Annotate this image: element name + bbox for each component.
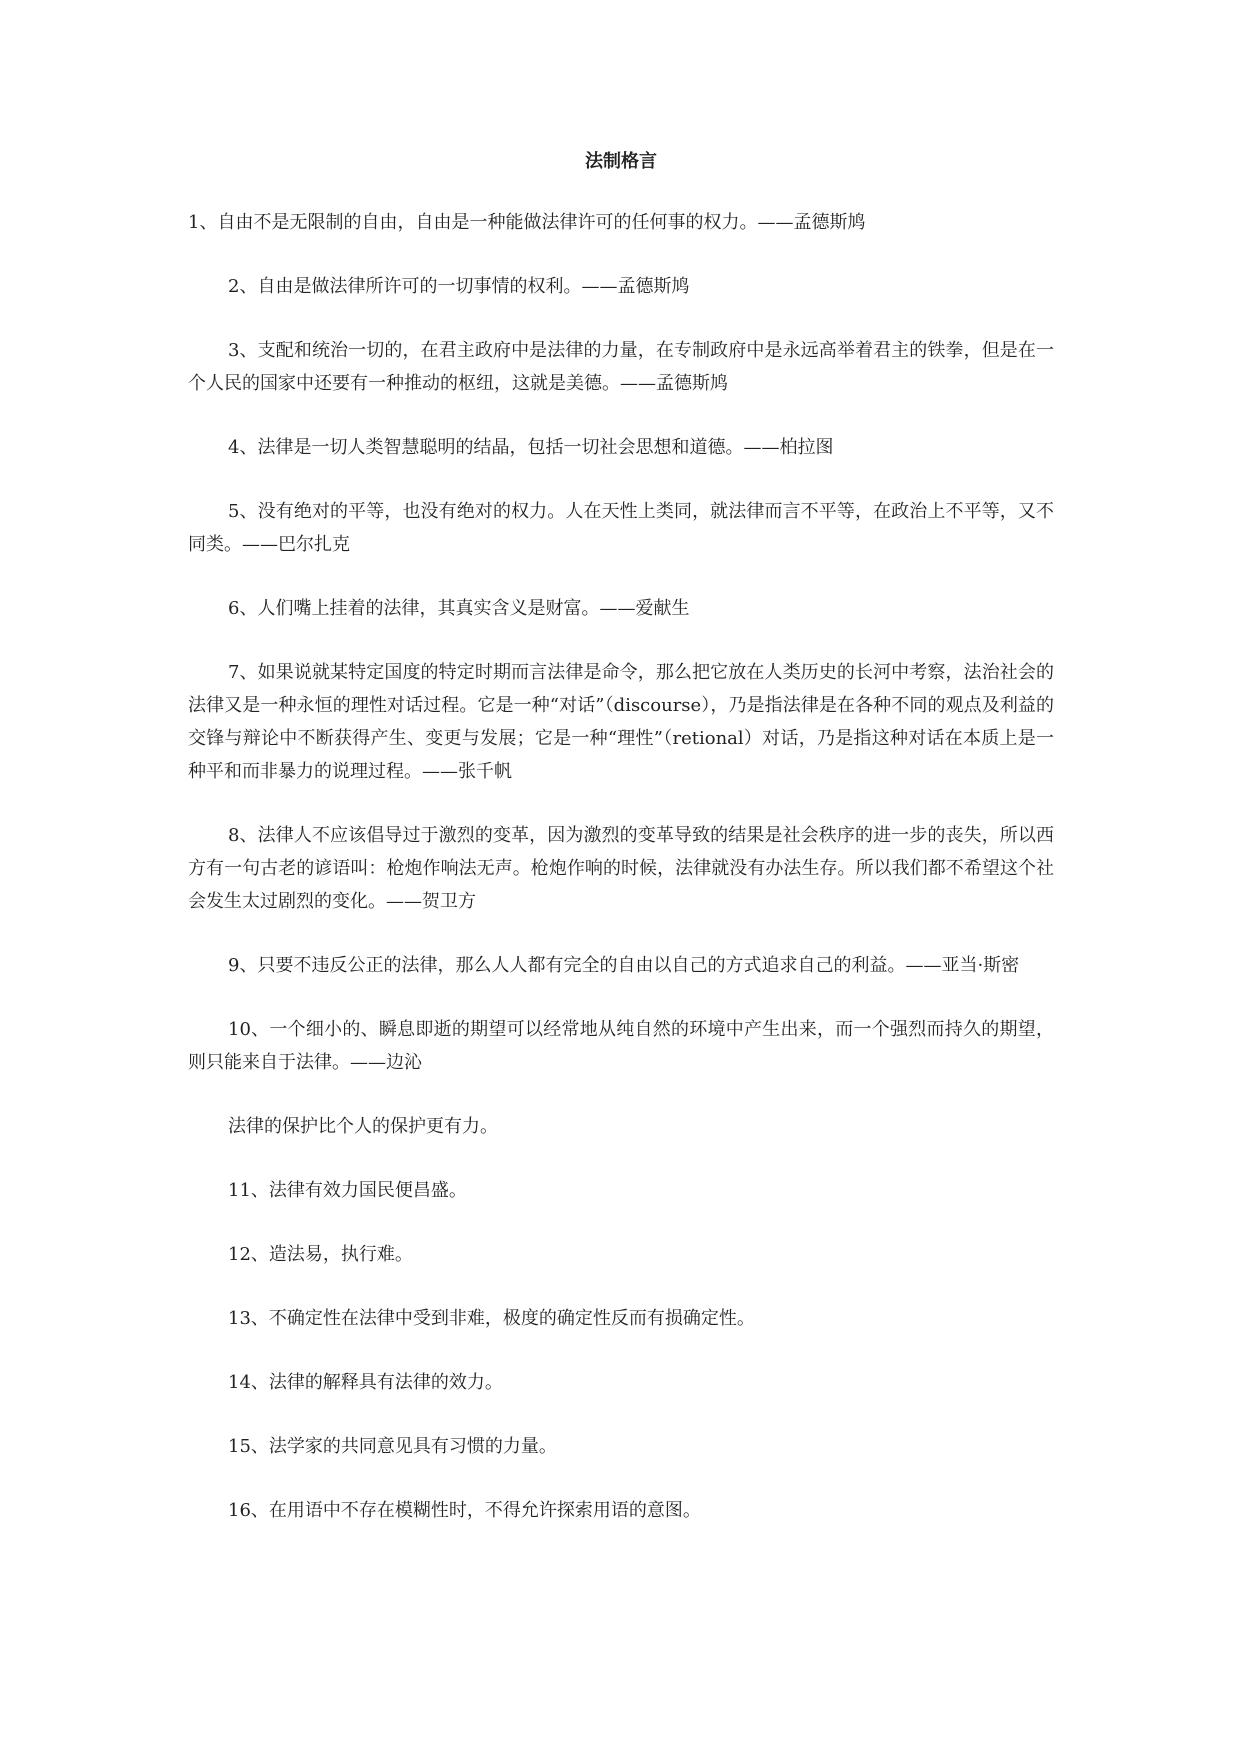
paragraph-14: 14、法律的解释具有法律的效力。 bbox=[228, 1372, 503, 1393]
document-title: 法制格言 bbox=[585, 151, 657, 172]
paragraph-5: 5、没有绝对的平等，也没有绝对的权力。人在天性上类同，就法律而言不平等，在政治上不平等，又不同类。——巴尔扎克 bbox=[188, 501, 1054, 555]
paragraph-unnumbered: 法律的保护比个人的保护更有力。 bbox=[228, 1116, 498, 1137]
paragraph-10: 10、一个细小的、瞬息即逝的期望可以经常地从纯自然的环境中产生出来，而一个强烈而持久的期望，则只能来自于法律。——边沁 bbox=[188, 1019, 1054, 1073]
paragraph-11: 11、法律有效力国民便昌盛。 bbox=[228, 1180, 467, 1201]
paragraph-12: 12、造法易，执行难。 bbox=[228, 1244, 413, 1265]
paragraph-2: 2、自由是做法律所许可的一切事情的权利。——孟德斯鸠 bbox=[228, 276, 690, 297]
document-page bbox=[188, 150, 1054, 1558]
paragraph-6: 6、人们嘴上挂着的法律，其真实含义是财富。——爱献生 bbox=[228, 598, 690, 619]
paragraph-4: 4、法律是一切人类智慧聪明的结晶，包括一切社会思想和道德。——柏拉图 bbox=[228, 437, 834, 458]
paragraph-7: 7、如果说就某特定国度的特定时期而言法律是命令，那么把它放在人类历史的长河中考察，法治社会的法律又是一种永恒的理性对话过程。它是一种“对话”（discourse），乃是指法律是在各种不同的观点及利益的交锋与辩论中不断获得产生、变更与发展；它是一种“理性”（retional）对话，乃是指这种对话在本质上是一种平和而非暴力的说理过程。——张千帆 bbox=[188, 662, 1054, 782]
paragraph-16: 16、在用语中不存在模糊性时，不得允许探索用语的意图。 bbox=[228, 1500, 701, 1521]
paragraph-3: 3、支配和统治一切的，在君主政府中是法律的力量，在专制政府中是永远高举着君主的铁拳，但是在一个人民的国家中还要有一种推动的枢纽，这就是美德。——孟德斯鸠 bbox=[188, 340, 1054, 394]
paragraph-13: 13、不确定性在法律中受到非难，极度的确定性反而有损确定性。 bbox=[228, 1308, 755, 1329]
paragraph-9: 9、只要不违反公正的法律，那么人人都有完全的自由以自己的方式追求自己的利益。——亚当·斯密 bbox=[228, 955, 1020, 976]
paragraph-15: 15、法学家的共同意见具有习惯的力量。 bbox=[228, 1436, 557, 1457]
paragraph-8: 8、法律人不应该倡导过于激烈的变革，因为激烈的变革导致的结果是社会秩序的进一步的丧失，所以西方有一句古老的谚语叫：枪炮作响法无声。枪炮作响的时候，法律就没有办法生存。所以我们都不希望这个社会发生太过剧烈的变化。——贺卫方 bbox=[188, 825, 1054, 912]
paragraph-1: 1、自由不是无限制的自由，自由是一种能做法律许可的任何事的权力。——孟德斯鸠 bbox=[188, 212, 866, 233]
